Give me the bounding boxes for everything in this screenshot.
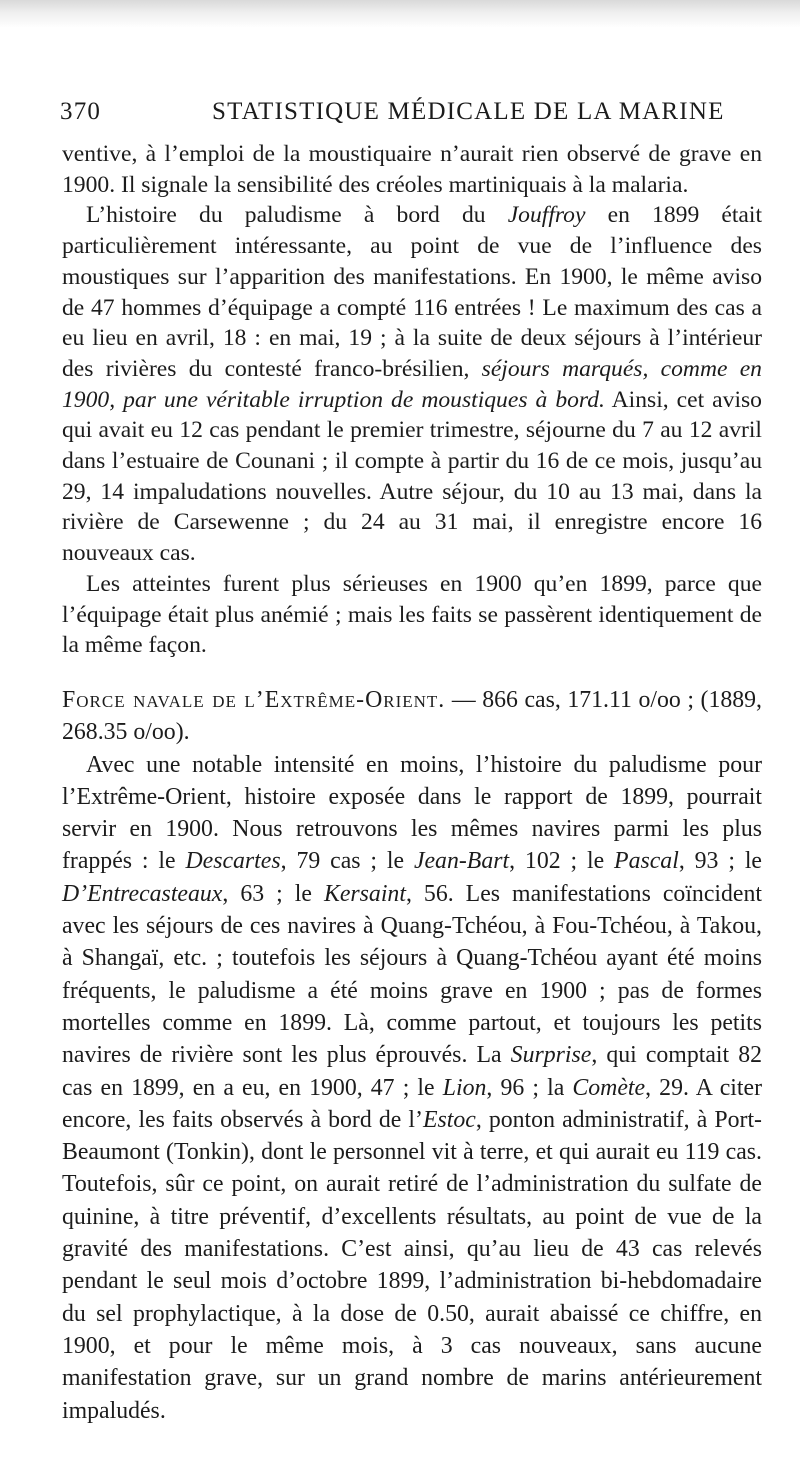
page-number: 370 [60, 98, 102, 125]
paragraph-jouffroy: L’histoire du paludisme à bord du Jouffroy en 1899 était particulièrement intéressante, au point de vue de l’influence des moustiques sur l’apparition des manifestations. En 1900, le même aviso de 47 hommes d’équipage a compté 116 entrées ! Le maximum des cas a eu lieu en avril, 18 : en mai, 19 ; à la suite de deux séjours à l’intérieur des rivières du contesté franco-brésilien, séjours marqués, comme en 1900, par une véritable irruption de moustiques à bord. Ainsi, cet aviso qui avait eu 12 cas pendant le premier trimestre, séjourne du 7 au 12 avril dans l’estuaire de Counani ; il compte à partir du 16 de ce mois, jusqu’au 29, 14 impaludations nouvelles. Autre séjour, du 10 au 13 mai, dans la rivière de Carsewenne ; du 24 au 31 mai, il enregistre encore 16 nouveaux cas. [62, 202, 763, 567]
ship-name-pascal: Pascal [614, 848, 679, 875]
section-antilles-text [62, 139, 762, 661]
section-heading [62, 684, 762, 749]
ship-name-comete: Comète [572, 1074, 646, 1101]
ship-name-dentrecasteaux: D’Entrecasteaux [62, 880, 223, 907]
paragraph-atteintes: Les atteintes furent plus sérieuses en 1900 qu’en 1899, parce que l’équipage était plus anémié ; mais les faits se passèrent identiquement de la même façon. [62, 570, 762, 659]
paragraph-continuation: ventive, à l’emploi de la moustiquaire n’aurait rien observé de grave en 1900. Il signale la sensibilité des créoles martiniquais à la malaria. [62, 141, 762, 198]
ship-name-surprise: Surprise [510, 1042, 592, 1069]
paragraph-extreme-orient: Avec une notable intensité en moins, l’histoire du paludisme pour l’Extrême-Orient, histoire exposée dans le rapport de 1899, pourrait servir en 1900. Nous retrouvons les mêmes navires parmi les plus frappés : le Descartes, 79 cas ; le Jean-Bart, 102 ; le Pascal, 93 ; le D’Entrecasteaux, 63 ; le Kersaint, 56. Les manifestations coïncident avec les séjours de ces navires à Quang-Tchéou, à Fou-Tchéou, à Takou, à Shangaï, etc. ; toutefois les séjours à Quang-Tchéou ayant été moins fréquents, le paludisme a été moins grave en 1900 ; pas de formes mortelles comme en 1899. Là, comme partout, et toujours les petits navires de rivière sont les plus éprouvés. La Surprise, qui comptait 82 cas en 1899, en a eu, en 1900, 47 ; le Lion, 96 ; la Comète, 29. A citer encore, les faits observés à bord de l’Estoc, ponton administratif, à Port-Beaumont (Tonkin), dont le personnel vit à terre, et qui aurait eu 119 cas. Toutefois, sûr ce point, on aurait retiré de l’administration du sulfate de quinine, à titre préventif, d’excellents résultats, au point de vue de la gravité des manifestations. C’est ainsi, qu’au lieu de 43 cas relevés pendant le seul mois d’octobre 1899, l’administration bi-hebdomadaire du sel prophylactique, à la dose de 0.50, aurait abaissé ce chiffre, en 1900, et pour le même mois, à 3 cas nouveaux, sans aucune manifestation grave, sur un grand nombre de marins antérieurement impaludés. [62, 751, 762, 1424]
ship-name-jouffroy: Jouffroy [507, 202, 586, 229]
italic-emphasis: séjours marqués, comme en 1900, par une véritable irruption de moustiques à bord. [62, 355, 762, 413]
section-heading-stats: — 866 cas, 171.11 o/oo ; (1889, 268.35 o/oo). [62, 687, 762, 746]
running-title: STATISTIQUE MÉDICALE DE LA MARINE [212, 98, 725, 125]
ship-name-lion: Lion [442, 1074, 487, 1101]
scan-edge-noise [0, 0, 800, 28]
section-heading-title: Force navale de l’Extrême-Orient. [62, 687, 446, 713]
ship-name-descartes: Descartes [185, 848, 281, 875]
ship-name-kersaint: Kersaint [323, 880, 406, 907]
ship-name-estoc: Estoc [422, 1106, 476, 1133]
section-extreme-orient-text [62, 684, 762, 1427]
ship-name-jean-bart: Jean-Bart [413, 848, 510, 875]
